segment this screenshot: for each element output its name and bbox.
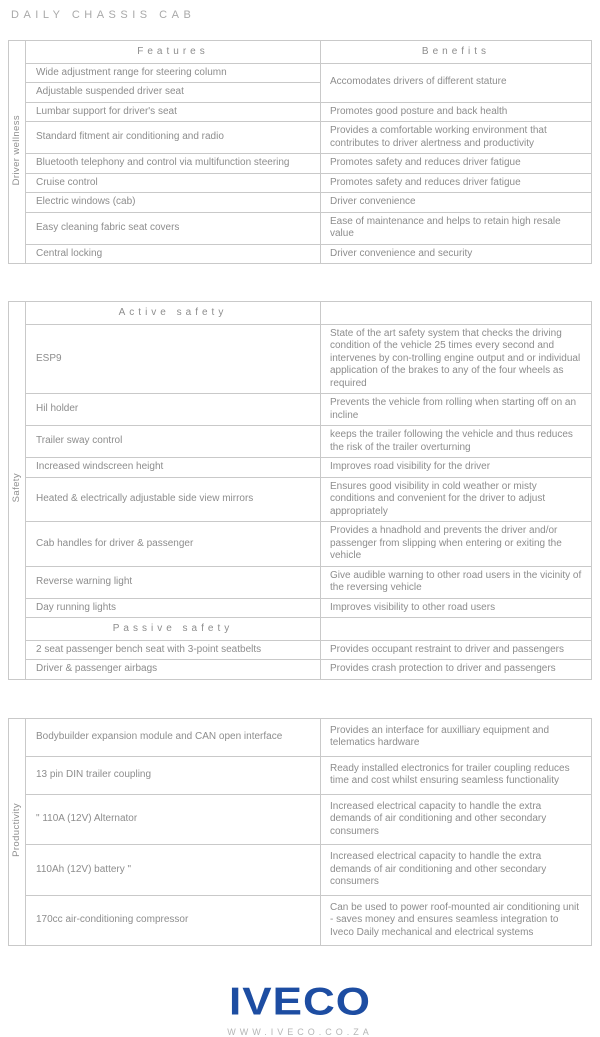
benefit-cell: Prevents the vehicle from rolling when starting off on an incline — [321, 394, 592, 426]
benefit-cell: Ensures good visibility in cold weather or misty conditions and convenient for the driver to adjust appropriately — [321, 477, 592, 522]
feature-cell: Cab handles for driver & passenger — [26, 522, 321, 567]
benefit-cell: Provides a hnadhold and prevents the driver and/or passenger from slipping when entering or exiting the vehicle — [321, 522, 592, 567]
feature-cell: Hil holder — [26, 394, 321, 426]
benefit-cell: Promotes safety and reduces driver fatigue — [321, 154, 592, 174]
table-row — [9, 102, 592, 122]
benefit-cell: Promotes good posture and back health — [321, 102, 592, 122]
subheader-row — [9, 618, 592, 641]
table-header-row — [9, 41, 592, 64]
feature-cell: Day running lights — [26, 598, 321, 618]
table-row — [9, 394, 592, 426]
benefit-cell: Improves visibility to other road users — [321, 598, 592, 618]
spec-table-safety — [8, 301, 592, 680]
table-row — [9, 244, 592, 264]
feature-cell: Bluetooth telephony and control via multifunction steering — [26, 154, 321, 174]
table-row — [9, 598, 592, 618]
feature-cell: 13 pin DIN trailer coupling — [26, 756, 321, 794]
subheader-cell: Active safety — [26, 302, 321, 325]
feature-cell: Increased windscreen height — [26, 458, 321, 478]
page-title: DAILY CHASSIS CAB — [11, 9, 196, 21]
table-row — [9, 458, 592, 478]
feature-cell: Standard fitment air conditioning and radio — [26, 122, 321, 154]
section-side-label: Safety — [11, 473, 23, 503]
website-url: WWW.IVECO.CO.ZA — [227, 1027, 373, 1037]
section-side-label: Productivity — [11, 802, 23, 857]
table-row — [9, 122, 592, 154]
feature-cell: Trailer sway control — [26, 426, 321, 458]
section-side-label-cell — [9, 302, 26, 680]
feature-cell: 2 seat passenger bench seat with 3-point seatbelts — [26, 640, 321, 660]
feature-cell: 110Ah (12V) battery " — [26, 845, 321, 896]
section-side-label-cell — [9, 41, 26, 264]
table-row — [9, 193, 592, 213]
tables-container — [0, 40, 600, 946]
benefit-cell: Driver convenience — [321, 193, 592, 213]
feature-cell: Adjustable suspended driver seat — [26, 83, 321, 103]
table-row — [9, 718, 592, 756]
table-row — [9, 477, 592, 522]
feature-cell: Lumbar support for driver's seat — [26, 102, 321, 122]
empty-benefit-cell — [321, 302, 592, 325]
benefit-cell: Provides an interface for auxilliary equipment and telematics hardware — [321, 718, 592, 756]
feature-cell: Heated & electrically adjustable side view mirrors — [26, 477, 321, 522]
feature-cell: 170cc air-conditioning compressor — [26, 895, 321, 946]
table-row — [9, 63, 592, 83]
feature-cell: Reverse warning light — [26, 566, 321, 598]
benefit-cell: Increased electrical capacity to handle the extra demands of air conditioning and other secondary consumers — [321, 845, 592, 896]
benefit-cell: Provides occupant restraint to driver and passengers — [321, 640, 592, 660]
feature-cell: Central locking — [26, 244, 321, 264]
table-row — [9, 845, 592, 896]
benefit-cell: Provides crash protection to driver and passengers — [321, 660, 592, 680]
section-side-label: Driver wellness — [11, 114, 23, 185]
table-row — [9, 794, 592, 845]
benefit-cell: Give audible warning to other road users in the vicinity of the reversing vehicle — [321, 566, 592, 598]
spec-table-productivity — [8, 718, 592, 947]
table-row — [9, 426, 592, 458]
table-row — [9, 756, 592, 794]
feature-cell: ESP9 — [26, 324, 321, 394]
feature-cell: Bodybuilder expansion module and CAN open interface — [26, 718, 321, 756]
column-header-features: Features — [26, 41, 321, 64]
table-row — [9, 324, 592, 394]
feature-cell: Electric windows (cab) — [26, 193, 321, 213]
section-side-label-cell — [9, 718, 26, 946]
benefit-cell: Improves road visibility for the driver — [321, 458, 592, 478]
benefit-cell: Provides a comfortable working environment that contributes to driver alertness and productivity — [321, 122, 592, 154]
table-row — [9, 566, 592, 598]
benefit-cell: Increased electrical capacity to handle the extra demands of air conditioning and other secondary consumers — [321, 794, 592, 845]
table-row — [9, 212, 592, 244]
feature-cell: Easy cleaning fabric seat covers — [26, 212, 321, 244]
table-row — [9, 640, 592, 660]
table-row — [9, 173, 592, 193]
table-row — [9, 895, 592, 946]
spec-table-driver-wellness — [8, 40, 592, 264]
benefit-cell: Accomodates drivers of different stature — [321, 63, 592, 102]
empty-benefit-cell — [321, 618, 592, 641]
benefit-cell: Ready installed electronics for trailer coupling reduces time and cost whilst ensuring seamless functionality — [321, 756, 592, 794]
footer — [0, 980, 600, 1037]
feature-cell: Driver & passenger airbags — [26, 660, 321, 680]
benefit-cell: Can be used to power roof-mounted air conditioning unit - saves money and ensures seamless integration to Iveco Daily mechanical and electrical systems — [321, 895, 592, 946]
iveco-logo: IVECO — [229, 980, 371, 1024]
subheader-row — [9, 302, 592, 325]
subheader-cell: Passive safety — [26, 618, 321, 641]
column-header-benefits: Benefits — [321, 41, 592, 64]
table-row — [9, 522, 592, 567]
benefit-cell: Driver convenience and security — [321, 244, 592, 264]
benefit-cell: State of the art safety system that checks the driving condition of the vehicle 25 times every second and intervenes by con-trolling engine output and or individual application of the brakes to any of the four wheels as required — [321, 324, 592, 394]
table-row — [9, 660, 592, 680]
benefit-cell: keeps the trailer following the vehicle and thus reduces the risk of the trailer overturning — [321, 426, 592, 458]
feature-cell: Cruise control — [26, 173, 321, 193]
benefit-cell: Promotes safety and reduces driver fatigue — [321, 173, 592, 193]
benefit-cell: Ease of maintenance and helps to retain high resale value — [321, 212, 592, 244]
table-row — [9, 154, 592, 174]
feature-cell: Wide adjustment range for steering column — [26, 63, 321, 83]
feature-cell: " 110A (12V) Alternator — [26, 794, 321, 845]
